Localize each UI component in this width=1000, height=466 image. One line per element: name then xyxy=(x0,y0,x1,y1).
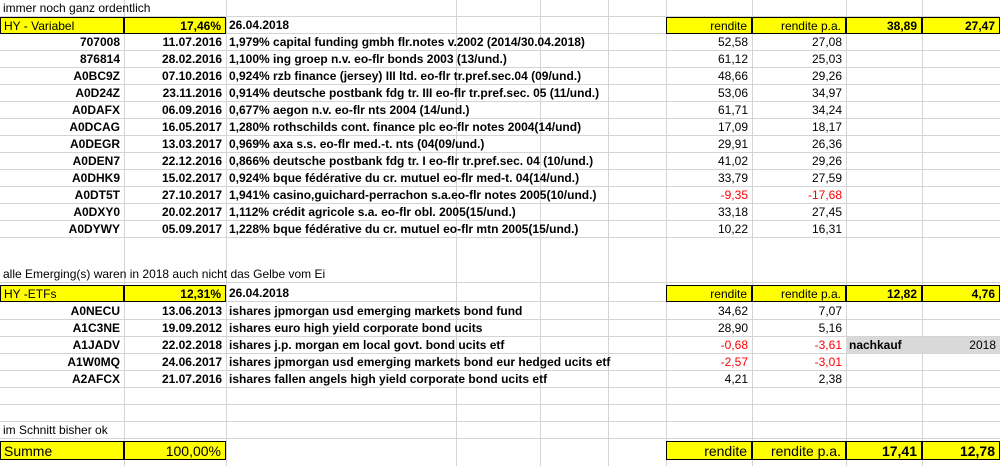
date-cell[interactable]: 22.12.2016 xyxy=(161,154,222,168)
section-header-row xyxy=(0,17,1000,34)
rendite-cell[interactable]: -9,35 xyxy=(720,188,748,202)
wkn-cell[interactable]: A0DHK9 xyxy=(71,171,120,185)
empty-row xyxy=(0,388,1000,405)
rendite-header[interactable]: rendite xyxy=(666,285,752,302)
rendite-pa-cell[interactable]: 27,59 xyxy=(811,171,842,185)
section-date[interactable]: 26.04.2018 xyxy=(229,286,290,300)
rendite-pa-cell[interactable]: 26,36 xyxy=(811,137,842,151)
summary-pct[interactable]: 100,00% xyxy=(124,441,226,460)
table-row xyxy=(0,51,1000,68)
rendite-pa-cell[interactable]: 29,26 xyxy=(811,69,842,83)
date-cell[interactable]: 16.05.2017 xyxy=(161,120,222,134)
section-label[interactable]: HY -ETFs xyxy=(0,285,124,302)
name-cell[interactable]: 1,979% capital funding gmbh flr.notes v.2002 (2014/30.04.2018) xyxy=(229,35,585,49)
wkn-cell[interactable]: A0DEGR xyxy=(69,137,120,151)
total-rendite-pa[interactable]: 27,47 xyxy=(922,17,1000,34)
table-row xyxy=(0,221,1000,238)
table-row xyxy=(0,153,1000,170)
rendite-cell[interactable]: 10,22 xyxy=(717,222,748,236)
total-rendite[interactable]: 38,89 xyxy=(846,17,922,34)
rendite-cell[interactable]: 48,66 xyxy=(717,69,748,83)
rendite-pa-header[interactable]: rendite p.a. xyxy=(752,17,846,34)
section-label[interactable]: HY - Variabel xyxy=(0,17,124,34)
rendite-cell[interactable]: 29,91 xyxy=(717,137,748,151)
table-row xyxy=(0,68,1000,85)
name-cell[interactable]: ishares j.p. morgan em local govt. bond ucits etf xyxy=(229,338,505,352)
rendite-cell[interactable]: 33,79 xyxy=(717,171,748,185)
date-cell[interactable]: 06.09.2016 xyxy=(161,103,222,117)
rendite-cell[interactable]: -2,57 xyxy=(720,355,748,369)
date-cell[interactable]: 15.02.2017 xyxy=(161,171,222,185)
rendite-header[interactable]: rendite xyxy=(666,17,752,34)
table-row xyxy=(0,354,1000,371)
total-rendite-pa[interactable]: 4,76 xyxy=(922,285,1000,302)
rendite-pa-cell[interactable]: 29,26 xyxy=(811,154,842,168)
date-cell[interactable]: 22.02.2018 xyxy=(161,338,222,352)
name-cell[interactable]: 0,924% rzb finance (jersey) III ltd. eo-flr tr.pref.sec.04 (09/und.) xyxy=(229,69,582,83)
name-cell[interactable]: 0,969% axa s.s. eo-flr med.-t. nts (04(09/und.) xyxy=(229,137,485,151)
name-cell[interactable]: 0,677% aegon n.v. eo-flr nts 2004 (14/und.) xyxy=(229,103,470,117)
date-cell[interactable]: 05.09.2017 xyxy=(161,222,222,236)
date-cell[interactable]: 20.02.2017 xyxy=(161,205,222,219)
name-cell[interactable]: 0,924% bque fédérative du cr. mutuel eo-flr med-t. 04(14/und.) xyxy=(229,171,580,185)
name-cell[interactable]: 0,914% deutsche postbank fdg tr. III eo-flr tr.pref.sec. 05 (11/und.) xyxy=(229,86,600,100)
note-text[interactable]: alle Emerging(s) waren in 2018 auch nicht das Gelbe vom Ei xyxy=(3,267,326,281)
wkn-cell[interactable]: A1C3NE xyxy=(72,321,120,335)
summary-rendite-pa-header[interactable]: rendite p.a. xyxy=(752,441,846,460)
summary-label[interactable]: Summe xyxy=(0,441,124,460)
name-cell[interactable]: 0,866% deutsche postbank fdg tr. I eo-flr tr.pref.sec. 04 (10/und.) xyxy=(229,154,594,168)
rendite-pa-cell[interactable]: 34,97 xyxy=(811,86,842,100)
rendite-cell[interactable]: 17,09 xyxy=(717,120,748,134)
wkn-cell[interactable]: 707008 xyxy=(79,35,120,49)
rendite-pa-cell[interactable]: 7,07 xyxy=(818,304,842,318)
rendite-pa-cell[interactable]: 16,31 xyxy=(811,222,842,236)
wkn-cell[interactable]: 876814 xyxy=(79,52,120,66)
date-cell[interactable]: 24.06.2017 xyxy=(161,355,222,369)
rendite-cell[interactable]: 34,62 xyxy=(717,304,748,318)
rendite-pa-cell[interactable]: 27,45 xyxy=(811,205,842,219)
name-cell[interactable]: ishares jpmorgan usd emerging markets bond eur hedged ucits etf xyxy=(229,355,611,369)
table-row xyxy=(0,303,1000,320)
date-cell[interactable]: 27.10.2017 xyxy=(161,188,222,202)
table-row xyxy=(0,204,1000,221)
wkn-cell[interactable]: A0BC9Z xyxy=(73,69,120,83)
date-cell[interactable]: 28.02.2016 xyxy=(161,52,222,66)
wkn-cell[interactable]: A1W0MQ xyxy=(67,355,120,369)
section-date[interactable]: 26.04.2018 xyxy=(229,18,290,32)
note-text[interactable]: im Schnitt bisher ok xyxy=(3,423,108,437)
note-row xyxy=(0,0,1000,17)
wkn-cell[interactable]: A0DCAG xyxy=(69,120,120,134)
rendite-cell[interactable]: 61,71 xyxy=(717,103,748,117)
section-pct[interactable]: 12,31% xyxy=(124,285,226,302)
nachkauf-cell[interactable]: nachkauf xyxy=(846,337,922,353)
note-row xyxy=(0,422,1000,439)
wkn-cell[interactable]: A2AFCX xyxy=(71,372,120,386)
nachkauf-year-cell[interactable]: 2018 xyxy=(922,337,1000,353)
wkn-cell[interactable]: A0NECU xyxy=(70,304,120,318)
name-cell[interactable]: ishares jpmorgan usd emerging markets bond fund xyxy=(229,304,523,318)
empty-row xyxy=(0,405,1000,422)
name-cell[interactable]: ishares fallen angels high yield corporate bond ucits etf xyxy=(229,372,548,386)
wkn-cell[interactable]: A0DT5T xyxy=(74,188,120,202)
rendite-cell[interactable]: -0,68 xyxy=(720,338,748,352)
rendite-cell[interactable]: 33,18 xyxy=(717,205,748,219)
table-row xyxy=(0,34,1000,51)
wkn-cell[interactable]: A0DYWY xyxy=(68,222,120,236)
rendite-cell[interactable]: 52,58 xyxy=(717,35,748,49)
rendite-pa-header[interactable]: rendite p.a. xyxy=(752,285,846,302)
note-row xyxy=(0,266,1000,283)
rendite-cell[interactable]: 61,12 xyxy=(717,52,748,66)
date-cell[interactable]: 07.10.2016 xyxy=(161,69,222,83)
name-cell[interactable]: 1,280% rothschilds cont. finance plc eo-flr notes 2004(14/und) xyxy=(229,120,582,134)
rendite-pa-cell[interactable]: 27,08 xyxy=(811,35,842,49)
wkn-cell[interactable]: A0D24Z xyxy=(75,86,120,100)
name-cell[interactable]: 1,100% ing groep n.v. eo-flr bonds 2003 (13/und.) xyxy=(229,52,507,66)
rendite-cell[interactable]: 4,21 xyxy=(724,372,748,386)
rendite-pa-cell[interactable]: -3,61 xyxy=(814,338,842,352)
rendite-cell[interactable]: 28,90 xyxy=(717,321,748,335)
note-text[interactable]: immer noch ganz ordentlich xyxy=(3,1,151,15)
wkn-cell[interactable]: A0DXY0 xyxy=(73,205,120,219)
table-row xyxy=(0,85,1000,102)
table-row xyxy=(0,320,1000,337)
date-cell[interactable]: 19.09.2012 xyxy=(161,321,222,335)
summary-rendite[interactable]: 17,41 xyxy=(846,441,922,460)
table-row xyxy=(0,102,1000,119)
name-cell[interactable]: 1,228% bque fédérative du cr. mutuel eo-flr mtn 2005(15/und.) xyxy=(229,222,579,236)
summary-rendite-pa[interactable]: 12,78 xyxy=(922,441,1000,460)
date-cell[interactable]: 23.11.2016 xyxy=(162,86,222,100)
rendite-pa-cell[interactable]: 34,24 xyxy=(811,103,842,117)
summary-rendite-header[interactable]: rendite xyxy=(666,441,752,460)
wkn-cell[interactable]: A0DEN7 xyxy=(72,154,120,168)
table-row xyxy=(0,187,1000,204)
rendite-cell[interactable]: 41,02 xyxy=(717,154,748,168)
table-row xyxy=(0,119,1000,136)
table-row xyxy=(0,371,1000,388)
rendite-pa-cell[interactable]: 25,03 xyxy=(811,52,842,66)
date-cell[interactable]: 21.07.2016 xyxy=(161,372,222,386)
wkn-cell[interactable]: A1JADV xyxy=(72,338,120,352)
table-row xyxy=(0,170,1000,187)
rendite-pa-cell[interactable]: 2,38 xyxy=(818,372,842,386)
rendite-cell[interactable]: 53,06 xyxy=(717,86,748,100)
summary-row xyxy=(0,441,1000,465)
rendite-pa-cell[interactable]: 18,17 xyxy=(811,120,842,134)
section-header-row xyxy=(0,285,1000,302)
name-cell[interactable]: 1,941% casino,guichard-perrachon s.a.eo-flr notes 2005(10/und.) xyxy=(229,188,597,202)
date-cell[interactable]: 13.03.2017 xyxy=(161,137,222,151)
rendite-pa-cell[interactable]: -3,01 xyxy=(814,355,842,369)
wkn-cell[interactable]: A0DAFX xyxy=(71,103,120,117)
name-cell[interactable]: ishares euro high yield corporate bond ucits xyxy=(229,321,483,335)
rendite-pa-cell[interactable]: -17,68 xyxy=(807,188,842,202)
name-cell[interactable]: 1,112% crédit agricole s.a. eo-flr obl. 2005(15/und.) xyxy=(229,205,516,219)
total-rendite[interactable]: 12,82 xyxy=(846,285,922,302)
table-row xyxy=(0,136,1000,153)
table-row xyxy=(0,337,1000,354)
section-pct[interactable]: 17,46% xyxy=(124,17,226,34)
date-cell[interactable]: 11.07.2016 xyxy=(162,35,222,49)
rendite-pa-cell[interactable]: 5,16 xyxy=(818,321,842,335)
date-cell[interactable]: 13.06.2013 xyxy=(161,304,222,318)
